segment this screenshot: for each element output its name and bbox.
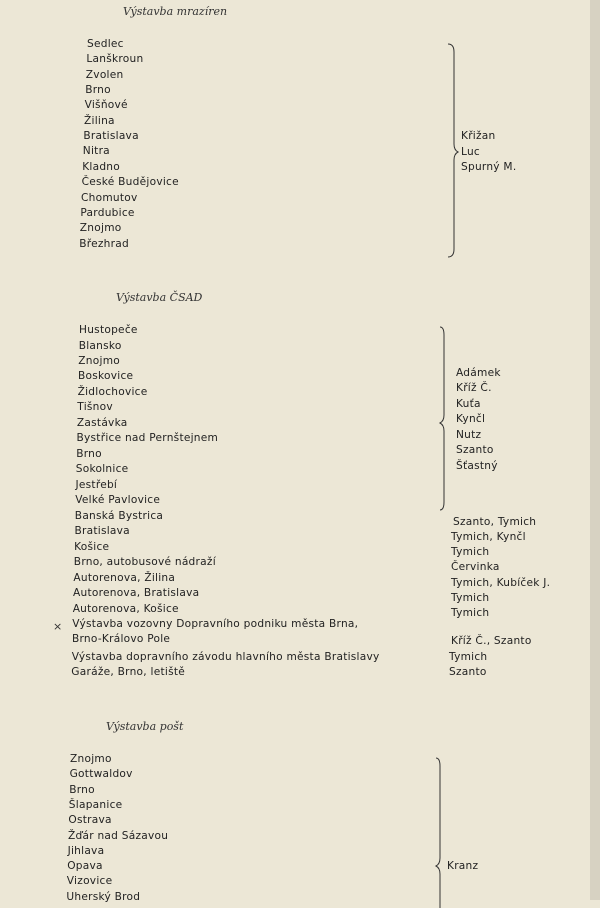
place-entry: Chomutov — [81, 191, 138, 204]
place-entry: Opava — [67, 860, 103, 873]
place-entry: Brno — [76, 447, 102, 460]
place-entry: Brno-Královo Pole — [72, 633, 171, 646]
place-entry: Uherský Brod — [66, 890, 141, 903]
person-name: Šťastný — [456, 460, 498, 472]
place-entry: Výstavba vozovny Dopravního podniku města Brna, — [72, 617, 359, 630]
place-entry: Znojmo — [78, 354, 120, 367]
place-entry: Březhrad — [79, 237, 129, 250]
margin-cross-mark: × — [53, 620, 63, 633]
place-entry: Blansko — [78, 339, 122, 352]
section-heading-posty: Výstavba pošt — [106, 720, 184, 733]
person-name: Kuťa — [456, 398, 481, 410]
place-entry: Žďár nad Sázavou — [68, 829, 169, 842]
place-entry: Tišnov — [77, 401, 113, 414]
place-entry: Zastávka — [76, 416, 128, 429]
person-name: Spurný M. — [461, 161, 517, 173]
place-entry: Višňové — [84, 99, 128, 112]
person-name: Tymich — [449, 651, 488, 663]
person-name: Nutz — [456, 429, 482, 441]
page-edge — [590, 0, 600, 900]
person-name: Tymich — [451, 546, 490, 558]
place-entry: Židlochovice — [77, 385, 148, 398]
person-name: Szanto — [449, 666, 487, 678]
place-entry: Znojmo — [79, 222, 122, 235]
place-entry: Pardubice — [80, 206, 135, 219]
place-entry: Brno, autobusové nádraží — [73, 556, 216, 568]
place-entry: České Budějovice — [81, 176, 179, 189]
brace-posty — [432, 758, 448, 908]
place-entry: Velké Pavlovice — [75, 494, 161, 507]
place-entry: Vizovice — [66, 875, 113, 888]
place-entry: Žilina — [84, 114, 115, 127]
person-name: Tymich, Kubíček J. — [451, 577, 551, 589]
place-entry: Znojmo — [70, 753, 112, 765]
place-entry: Bratislava — [83, 130, 139, 143]
person-name: Szanto — [456, 444, 494, 456]
place-entry: Sokolnice — [75, 463, 129, 476]
place-entry: Autorenova, Košice — [72, 602, 179, 615]
place-entry: Garáže, Brno, letiště — [71, 666, 186, 679]
place-entry: Košice — [74, 540, 110, 553]
place-entry: Banská Bystrica — [74, 509, 164, 522]
person-name: Adámek — [456, 367, 501, 379]
place-entry: Ostrava — [68, 814, 112, 827]
place-entry: Šlapanice — [68, 798, 123, 811]
person-name: Kříž Č. — [456, 382, 492, 394]
place-entry: Brno — [85, 84, 111, 96]
person-name: Tymich — [451, 592, 490, 604]
person-name: Křižan — [461, 130, 496, 142]
place-entry: Kladno — [82, 160, 120, 173]
brace-csad — [436, 327, 452, 512]
place-entry: Brno — [69, 783, 95, 796]
brace-mrazirny — [444, 44, 460, 259]
person-name: Tymich — [451, 607, 490, 619]
person-name: Tymich, Kynčl — [451, 531, 526, 543]
place-entry: Sedlec — [87, 38, 124, 50]
place-entry: Gottwaldov — [69, 768, 133, 781]
place-entry: Boskovice — [78, 370, 134, 383]
section-heading-csad: Výstavba ČSAD — [116, 291, 203, 304]
person-name: Kříž Č., Szanto — [451, 635, 532, 647]
place-entry: Bystřice nad Pernštejnem — [76, 432, 219, 445]
person-name: Kranz — [447, 860, 479, 872]
person-name: Červinka — [451, 561, 500, 573]
place-entry: Výstavba dopravního závodu hlavního města Bratislavy — [71, 650, 380, 663]
place-entry: Zvolen — [85, 68, 124, 81]
place-entry: Jihlava — [67, 844, 105, 857]
section-heading-mrazirny: Výstavba mrazíren — [123, 5, 228, 18]
place-entry: Lanškroun — [86, 53, 144, 66]
place-entry: Autorenova, Bratislava — [73, 587, 200, 599]
place-entry: Hustopeče — [79, 324, 138, 336]
person-name: Luc — [461, 146, 481, 158]
person-name: Szanto, Tymich — [453, 516, 537, 528]
place-entry: Bratislava — [74, 525, 130, 538]
place-entry: Autorenova, Žilina — [73, 571, 176, 584]
person-name: Kynčl — [456, 413, 486, 425]
place-entry: Jestřebí — [75, 478, 118, 491]
place-entry: Nitra — [82, 145, 110, 158]
